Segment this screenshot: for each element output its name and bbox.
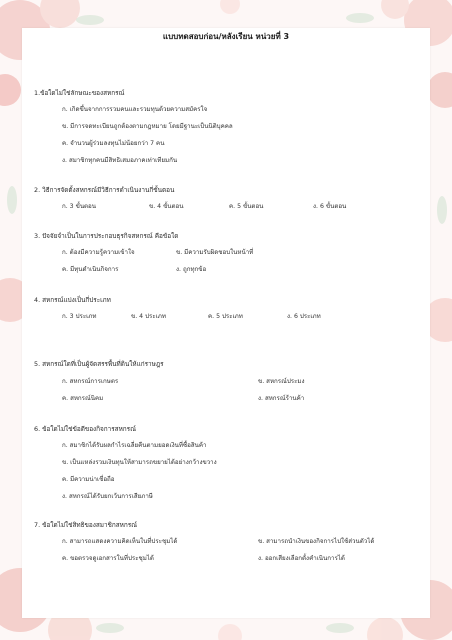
q5-option-d: ง. สหกรณ์ร้านค้า: [258, 395, 305, 402]
q4-option-a: ก. 3 ประเภท: [62, 313, 97, 320]
question-4: 4. สหกรณ์แบ่งเป็นกี่ประเภท: [34, 296, 111, 304]
q4-option-d: ง. 6 ประเภท: [287, 313, 321, 320]
q6-option-a: ก. สมาชิกได้รับผลกำไรเฉลี่ยคืนตามยอดเงินที่ซื้อสินค้า: [62, 442, 207, 449]
q2-option-a: ก. 3 ขั้นตอน: [62, 203, 97, 210]
q2-option-d: ง. 6 ขั้นตอน: [313, 203, 347, 210]
question-6: 6. ข้อใดไม่ใช่ข้อดีของกิจการสหกรณ์: [34, 425, 137, 433]
q7-option-b: ข. สามารถนำเงินของกิจการไปใช้ส่วนตัวได้: [258, 538, 375, 545]
q4-option-b: ข. 4 ประเภท: [131, 313, 166, 320]
q6-option-c: ค. มีความน่าเชื่อถือ: [62, 476, 115, 483]
q3-option-c: ค. มีทุนดำเนินกิจการ: [62, 266, 119, 273]
q6-option-b: ข. เป็นแหล่งรวมเงินทุนให้สามารถขยายได้อย่างกว้างขวาง: [62, 459, 217, 466]
q7-option-d: ง. ออกเสียงเลือกตั้งคำเนินการได้: [258, 555, 345, 562]
q3-option-a: ก. ต้องมีความรู้ความเข้าใจ: [62, 249, 135, 256]
q5-option-c: ค. สหกรณ์นิคม: [62, 395, 104, 402]
question-1: 1.ข้อใดไม่ใช่ลักษณะของสหกรณ์: [34, 89, 125, 97]
q1-option-d: ง. สมาชิกทุกคนมีสิทธิเสมอภาคเท่าเทียมกัน: [62, 157, 178, 164]
question-3: 3. ปัจจัยจำเป็นในการประกอบธุรกิจสหกรณ์ คือข้อใด: [34, 232, 179, 240]
q1-option-a: ก. เกิดขึ้นจากการรวมคนและรวมทุนด้วยความสมัครใจ: [62, 106, 208, 113]
q6-option-d: ง. สหกรณ์ได้รับยกเว้นการเสียภาษี: [62, 493, 153, 500]
q3-option-d: ง. ถูกทุกข้อ: [176, 266, 207, 273]
q5-option-b: ข. สหกรณ์ประมง: [258, 378, 305, 385]
question-7: 7. ข้อใดไม่ใช่สิทธิของสมาชิกสหกรณ์: [34, 521, 138, 529]
q5-option-a: ก. สหกรณ์การเกษตร: [62, 378, 119, 385]
q3-option-b: ข. มีความรับผิดชอบในหน้าที่: [176, 249, 254, 256]
q7-option-a: ก. สามารถแสดงความคิดเห็นในที่ประชุมได้: [62, 538, 178, 545]
q1-option-c: ค. จำนวนผู้ร่วมลงทุนไม่น้อยกว่า 7 คน: [62, 140, 165, 147]
q4-option-c: ค. 5 ประเภท: [208, 313, 243, 320]
q1-option-b: ข. มีการจดทะเบียนถูกต้องตามกฎหมาย โดยมีฐานะเป็นนิติบุคคล: [62, 123, 233, 130]
question-5: 5. สหกรณ์ใดที่เป็นผู้จัดสรรพื้นที่ดินให้แก่ราษฎร: [34, 360, 164, 368]
question-2: 2. วิธีการจัดตั้งสหกรณ์มีวิธีการดำเนินงานกี่ขั้นตอน: [34, 186, 175, 194]
q2-option-b: ข. 4 ขั้นตอน: [149, 203, 184, 210]
q2-option-c: ค. 5 ขั้นตอน: [229, 203, 264, 210]
q7-option-c: ค. ขอตรวจดูเอกสารในที่ประชุมได้: [62, 555, 154, 562]
document-title: แบบทดสอบก่อน/หลังเรียน หน่วยที่ 3: [162, 32, 290, 41]
